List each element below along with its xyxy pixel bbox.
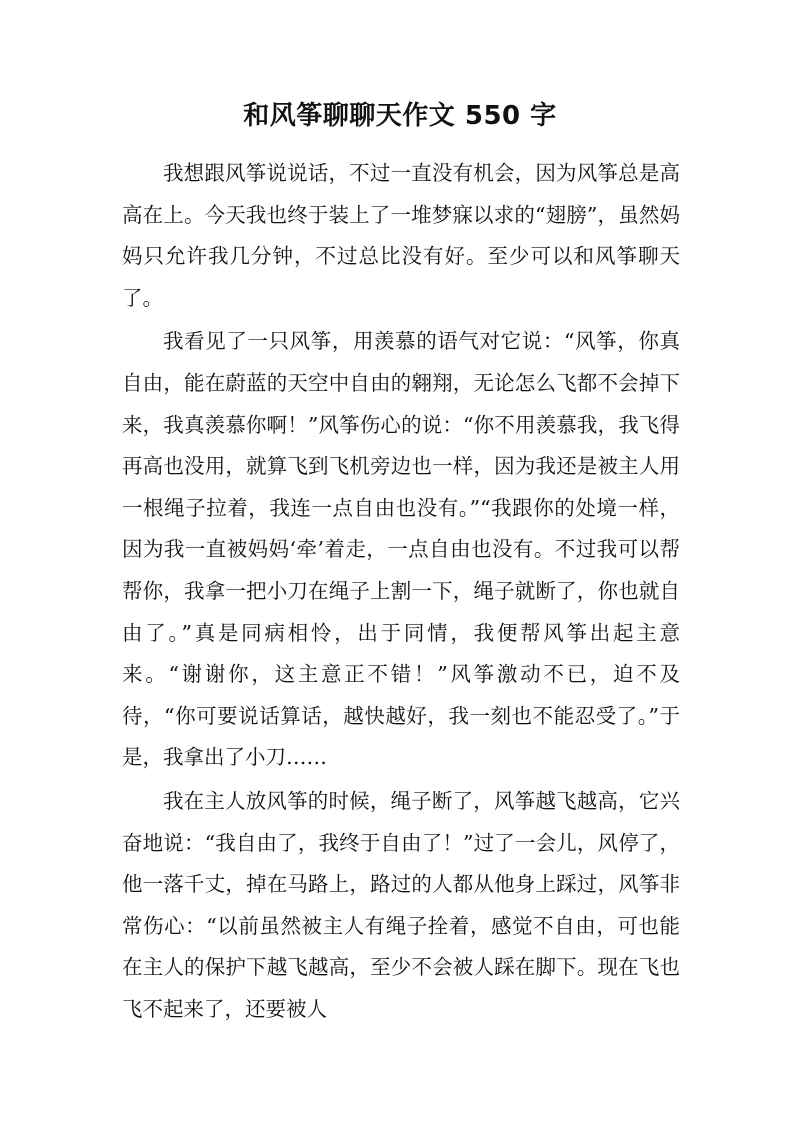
document-title: 和风筝聊聊天作文 550 字	[243, 101, 557, 131]
paragraph-1: 我想跟风筝说说话，不过一直没有机会，因为风筝总是高高在上。今天我也终于装上了一堆梦寐以求的“翅膀”，虽然妈妈只允许我几分钟，不过总比没有好。至少可以和风筝聊天了。	[122, 161, 680, 310]
document-body	[122, 153, 680, 1032]
paragraph-2: 我看见了一只风筝，用羡慕的语气对它说：“风筝，你真自由，能在蔚蓝的天空中自由的翱翔，无论怎么飞都不会掉下来，我真羡慕你啊！”风筝伤心的说：“你不用羡慕我，我飞得再高也没用，就算飞到飞机旁边也一样，因为我还是被主人用一根绳子拉着，我连一点自由也没有。”“我跟你的处境一样，因为我一直被妈妈‘牵’着走，一点自由也没有。不过我可以帮帮你，我拿一把小刀在绳子上割一下，绳子就断了，你也就自由了。”真是同病相怜，出于同情，我便帮风筝出起主意来。“谢谢你，这主意正不错！”风筝激动不已，迫不及待，“你可要说话算话，越快越好，我一刻也不能忍受了。”于是，我拿出了小刀……	[122, 329, 680, 770]
paragraph-3: 我在主人放风筝的时候，绳子断了，风筝越飞越高，它兴奋地说：“我自由了，我终于自由了！”过了一会儿，风停了，他一落千丈，掉在马路上，路过的人都从他身上踩过，风筝非常伤心：“以前虽然被主人有绳子拴着，感觉不自由，可也能在主人的保护下越飞越高，至少不会被人踩在脚下。现在飞也飞不起来了，还要被人	[122, 788, 680, 1021]
